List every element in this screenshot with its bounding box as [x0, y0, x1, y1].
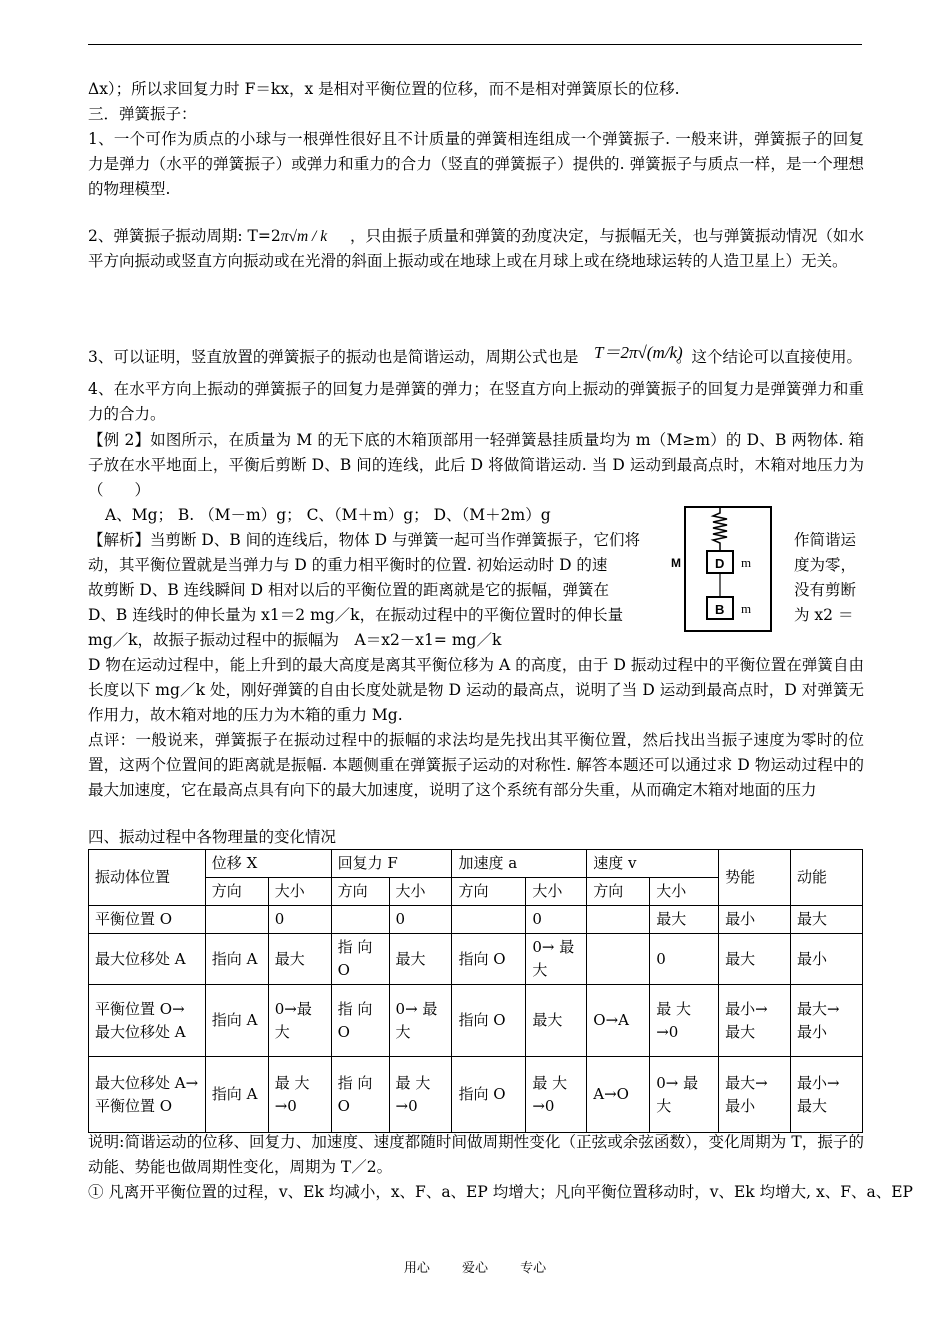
table-cell [452, 906, 526, 934]
table-cell: 最大 [719, 934, 791, 985]
table-cell: 最大 [650, 906, 719, 934]
table-cell: A→O [587, 1057, 650, 1133]
subheader-magnitude: 大小 [389, 878, 452, 906]
subheader-direction: 方向 [587, 878, 650, 906]
comment-paragraph: 点评：一般说来，弹簧振子在振动过程中的振幅的求法均是先找出其平衡位置，然后找出当振子速度为零时的位置，这两个位置间的距离就是振幅. 本题侧重在弹簧振子运动的对称性. 解答本题还可以通过求 D 物运动过程中的最大加速度，它在最高点具有向下的最大加速度，说明了这个系统有部分失重，从而确定木箱对地面的压力 [88, 731, 864, 799]
table-cell: 最小 [791, 934, 863, 985]
table-cell [587, 934, 650, 985]
table-cell [331, 906, 389, 934]
table-cell: 指向 A [205, 1057, 268, 1133]
table-cell: 0→ 最大 [650, 1057, 719, 1133]
page-footer [0, 1257, 950, 1276]
table-cell: 指向 O [452, 985, 526, 1057]
table-cell: 最小→ 最大 [791, 1057, 863, 1133]
subheader-magnitude: 大小 [268, 878, 331, 906]
table-cell: 指向 A [205, 934, 268, 985]
last-line: ① 凡离开平衡位置的过程，v、Ek 均减小，x、F、a、EP 均增大；凡向平衡位置移动时，v、Ek 均增大, x、F、a、EP [88, 1183, 913, 1201]
table-cell [587, 906, 650, 934]
table-cell: 0 [389, 906, 452, 934]
table-cell: 0→最大 [268, 985, 331, 1057]
table-cell: 指向 O [452, 934, 526, 985]
table-cell: 指向 A [205, 985, 268, 1057]
table-cell: 最大 [389, 934, 452, 985]
table-header-row [89, 850, 863, 878]
spring [713, 507, 727, 551]
analysis-line-1: 【解析】当剪断 D、B 间的连线后，物体 D 与弹簧一起可当作弹簧振子，它们将 [88, 531, 640, 549]
table-cell: 平衡位置 O→ 最大位移处 A [89, 985, 206, 1057]
header-potential-energy: 势能 [719, 850, 791, 906]
table-cell: 最大位移处 A [89, 934, 206, 985]
header-rule [88, 44, 862, 45]
analysis-line-4: D、B 连线时的伸长量为 x1＝2 mg／k，在振动过程中的平衡位置时的伸长量 [88, 606, 624, 624]
analysis-line-1-right: 作简谐运 [794, 531, 857, 549]
label-d: D [715, 556, 725, 571]
table-cell: 指向 O [452, 1057, 526, 1133]
table-row [89, 985, 863, 1057]
table-cell: 最 大 →0 [268, 1057, 331, 1133]
subheader-direction: 方向 [205, 878, 268, 906]
text-line-delta-x: Δx）；所以求回复力时 F＝kx，x 是相对平衡位置的位移，而不是相对弹簧原长的位移. [88, 80, 680, 98]
table-cell: 最大→ 最小 [719, 1057, 791, 1133]
subheader-magnitude: 大小 [650, 878, 719, 906]
paragraph-3 [88, 345, 578, 370]
table-cell: 最小 [719, 906, 791, 934]
header-acceleration: 加速度 a [452, 850, 587, 878]
period-formula-2: T＝2π√(m/k) [594, 343, 683, 362]
table-cell: 最大位移处 A→平衡位置 O [89, 1057, 206, 1133]
table-cell: 最 大 →0 [389, 1057, 452, 1133]
header-restoring-force: 回复力 F [331, 850, 452, 878]
table-cell: 最小→ 最大 [719, 985, 791, 1057]
label-mass-d: m [741, 555, 752, 570]
period-formula-1: π√m / k [280, 228, 328, 245]
analysis-line-5: mg／k，故振子振动过程中的振幅为 A＝x2－x1= mg／k [88, 631, 502, 649]
table-cell: 0→ 最大 [526, 934, 587, 985]
analysis-line-3: 故剪断 D、B 连线瞬间 D 相对以后的平衡位置的距离就是它的振幅，弹簧在 [88, 581, 609, 599]
table-cell: 0 [650, 934, 719, 985]
analysis-line-4-right: 为 x2 ＝ [794, 606, 854, 624]
table-cell [205, 906, 268, 934]
header-kinetic-energy: 动能 [791, 850, 863, 906]
paragraph-4: 4、在水平方向上振动的弹簧振子的回复力是弹簧的弹力；在竖直方向上振动的弹簧振子的回复力是弹簧弹力和重力的合力。 [88, 380, 864, 423]
footer-text: 专心 [520, 1261, 547, 1276]
table-cell: 最 大 →0 [526, 1057, 587, 1133]
paragraph-1: 1、一个可作为质点的小球与一根弹性很好且不计质量的弹簧相连组成一个弹簧振子. 一般来讲，弹簧振子的回复力是弹力（水平的弹簧振子）或弹力和重力的合力（竖直的弹簧振子）提供的. 弹簧振子与质点一样，是一个理想的物理模型. [88, 130, 864, 198]
table-cell: O→A [587, 985, 650, 1057]
analysis-line-2-right: 度为零， [794, 556, 857, 574]
note-paragraph: 说明:简谐运动的位移、回复力、加速度、速度都随时间做周期性变化（正弦或余弦函数），变化周期为 T，振子的动能、势能也做周期性变化，周期为 T／2。 [88, 1133, 864, 1176]
table-cell: 指 向 O [331, 1057, 389, 1133]
header-velocity: 速度 v [587, 850, 719, 878]
subheader-magnitude: 大小 [526, 878, 587, 906]
table-cell: 最大 [791, 906, 863, 934]
subheader-direction: 方向 [331, 878, 389, 906]
header-position: 振动体位置 [89, 850, 206, 906]
section-3-heading: 三．弹簧振子： [88, 105, 197, 123]
section-4-heading: 四、振动过程中各物理量的变化情况 [88, 828, 337, 846]
table-row [89, 1057, 863, 1133]
p3-text-b: 。这个结论可以直接使用。 [676, 348, 863, 366]
spring-box-figure [669, 505, 789, 635]
example-2: 【例 2】如图所示，在质量为 M 的无下底的木箱顶部用一轻弹簧悬挂质量均为 m（M≥m）的 D、B 两物体. 箱子放在水平地面上，平衡后剪断 D、B 间的连线，此后 D 将做简谐运动. 当 D 运动到最高点时，木箱对地压力为（ ） [88, 431, 864, 499]
table-cell: 最大 [526, 985, 587, 1057]
label-b: B [715, 602, 725, 617]
analysis-conclusion: D 物在运动过程中，能上升到的最大高度是离其平衡位移为 A 的高度，由于 D 振动过程中的平衡位置在弹簧自由长度以下 mg／k 处，刚好弹簧的自由长度处就是物 D 运动的最高点，说明了当 D 运动到最高点时，D 对弹簧无作用力，故木箱对地的压力为木箱的重力 Mg. [88, 656, 864, 724]
table-row [89, 934, 863, 985]
table-cell: 最大 [268, 934, 331, 985]
table-cell: 0→ 最大 [389, 985, 452, 1057]
footer-text: 用心 [403, 1261, 430, 1276]
footer-text: 爱心 [461, 1261, 488, 1276]
table-cell: 最 大 →0 [650, 985, 719, 1057]
table-row [89, 906, 863, 934]
table-cell: 指 向 O [331, 934, 389, 985]
quantities-table [88, 849, 863, 1133]
analysis-line-2: 动，其平衡位置就是当弹力与 D 的重力相平衡时的位置. 初始运动时 D 的速 [88, 556, 608, 574]
table-cell: 最大→ 最小 [791, 985, 863, 1057]
subheader-direction: 方向 [452, 878, 526, 906]
paragraph-2: ，只由振子质量和弹簧的劲度决定，与振幅无关，也与弹簧振动情况（如水平方向振动或竖直方向振动或在光滑的斜面上振动或在地球上或在月球上或在绕地球运转的人造卫星上）无关。 [88, 227, 864, 270]
label-box-mass: M [671, 556, 681, 570]
table-cell: 指 向 O [331, 985, 389, 1057]
label-mass-b: m [741, 601, 752, 616]
table-cell: 0 [526, 906, 587, 934]
header-displacement: 位移 X [205, 850, 331, 878]
table-cell: 0 [268, 906, 331, 934]
p3-text-a: 3、可以证明，竖直放置的弹簧振子的振动也是简谐运动，周期公式也是 [88, 348, 579, 366]
analysis-line-3-right: 没有剪断 [794, 581, 857, 599]
answer-options: A、Mg； B. （M－m）g； C、（M＋m）g； D、（M＋2m）g [105, 506, 551, 524]
table-cell: 平衡位置 O [89, 906, 206, 934]
p2-text-a: 2、弹簧振子振动周期: T=2 [88, 227, 281, 245]
